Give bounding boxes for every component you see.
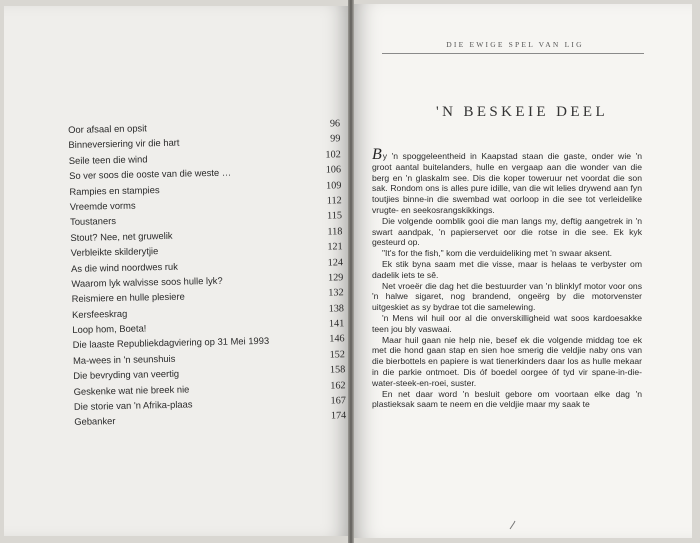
toc-entry-page: 146	[329, 333, 345, 346]
running-head: DIE EWIGE SPEL VAN LIG	[446, 40, 584, 49]
toc-entry-title: So ver soos die ooste van die weste …	[69, 166, 232, 182]
running-head-rule	[382, 53, 644, 54]
book-gutter	[348, 0, 354, 543]
toc-entry-page: 152	[329, 349, 346, 361]
toc-entry-title: Vreemde vorms	[69, 199, 136, 212]
table-of-contents	[68, 116, 346, 429]
toc-entry-title: Die bevryding van veertig	[73, 367, 180, 382]
toc-entry-title: As die wind noordwes ruk	[70, 260, 178, 274]
paragraph-text: Die volgende oomblik gooi die man langs my, deftig aangetrek in 'n swart aandpak, 'n papierservet oor die rotse in die see. Ek kyk gesteurd op.	[372, 215, 642, 248]
toc-entry-page: 132	[328, 287, 344, 299]
body-paragraph	[372, 146, 642, 216]
toc-entry-title: Gebanker	[74, 415, 116, 428]
toc-entry-page: 141	[328, 318, 345, 330]
toc-entry-title: Toustaners	[69, 215, 117, 228]
toc-entry-title: Verbleikte skilderytjie	[70, 245, 159, 259]
chapter-title: 'N BESKEIE DEEL	[435, 104, 609, 120]
toc-entry-page: 106	[325, 164, 342, 176]
toc-entry-page: 162	[330, 379, 346, 392]
toc-entry-title: Reismiere en hulle plesiere	[71, 290, 185, 305]
body-paragraph	[372, 281, 642, 313]
paragraph-text: Net vroeër die dag het die bestuurder van 'n blinklyf motor voor ons 'n halwe sigaret, nog brandend, ongeërg by die motorvenster uitgeskiet as sy bydrae tot die samelewing.	[372, 280, 642, 313]
toc-entry-title: Ma-wees in 'n seunshuis	[72, 352, 176, 366]
paragraph-text: 'n Mens wil huil oor al die onverskilligheid wat soos kardoesakke teen jou bly vaswaai.	[372, 312, 642, 334]
toc-entry-page: 174	[330, 410, 347, 422]
toc-entry-page: 158	[329, 364, 346, 376]
toc-entry-page: 167	[330, 395, 347, 407]
toc-entry-page: 112	[326, 195, 342, 207]
toc-entry-page: 124	[327, 256, 344, 269]
pencil-mark-icon	[508, 520, 518, 530]
paragraph-text: En net daar word 'n besluit gebore om voortaan elke dag 'n plastieksak saam te neem en die veldjie maar my saak te	[372, 388, 642, 410]
toc-entry-title: Rampies en stampies	[69, 183, 160, 197]
toc-entry-page: 138	[328, 302, 345, 315]
toc-entry-title: Waarom lyk walvisse soos hulle lyk?	[71, 274, 223, 289]
toc-entry-title: Loop hom, Boeta!	[72, 322, 147, 336]
toc-entry-title: Oor afsaal en opsit	[68, 122, 147, 135]
paragraph-text: Maar huil gaan nie help nie, besef ek die volgende middag toe ek met die hond gaan stap en sien hoe smerig die veldjie naby ons van die bierbottels en papiere is wat tienerkinders daar los as hulle mekaar in die parkie ontmoet. Dis óf boedel oorgee óf tyd vir spane-in-die-water-steek-en-roei, suster.	[372, 334, 642, 388]
toc-entry-title: Die laaste Republiekdagviering op 31 Mei 1993	[72, 335, 270, 351]
drop-cap: B	[372, 146, 382, 163]
toc-entry-title: Die storie van 'n Afrika-plaas	[73, 398, 193, 412]
toc-entry-page: 96	[329, 118, 341, 130]
body-paragraph	[372, 216, 642, 248]
paragraph-text: Ek stik byna saam met die visse, maar is helaas te verbyster om dadelik iets te sê.	[372, 258, 642, 280]
chapter-body	[372, 146, 642, 410]
toc-entry-title: Stout? Nee, net gruwelik	[70, 229, 173, 243]
toc-entry-title: Kersfeeskrag	[71, 307, 128, 320]
paragraph-text: y 'n spoggeleentheid in Kaapstad staan die gaste, onder wie 'n groot aantal buitelanders, hulle en vergaap aan die wonder van die berg en 'n glaskalm see. Dis die koper toweruur net voordat die son sak. Rondom ons is alles pure idille, van die wit lelies drywend aan fyn toutjies binne-in die swembad wat oorloop in die see tot verleidelike vrugte- en seekosrangskikkings.	[372, 151, 642, 215]
toc-entry-page: 102	[325, 149, 341, 161]
body-paragraph	[372, 313, 642, 335]
toc-entry-page: 118	[327, 226, 343, 238]
body-paragraph	[372, 248, 642, 259]
toc-entry-page: 121	[327, 241, 343, 253]
toc-entry-page: 99	[330, 133, 341, 145]
body-paragraph	[372, 259, 642, 281]
toc-entry-title: Geskenke wat nie breek nie	[73, 383, 190, 397]
body-paragraph	[372, 335, 642, 389]
toc-entry-page: 115	[327, 210, 343, 222]
paragraph-text: "It's for the fish," kom die verduideliking met 'n swaar aksent.	[382, 248, 613, 259]
toc-entry-title: Seile teen die wind	[68, 153, 148, 166]
toc-entry-page: 109	[325, 179, 342, 192]
toc-entry-title: Binneversiering vir die hart	[68, 137, 180, 151]
body-paragraph	[372, 389, 642, 411]
toc-entry-page: 129	[327, 272, 344, 284]
